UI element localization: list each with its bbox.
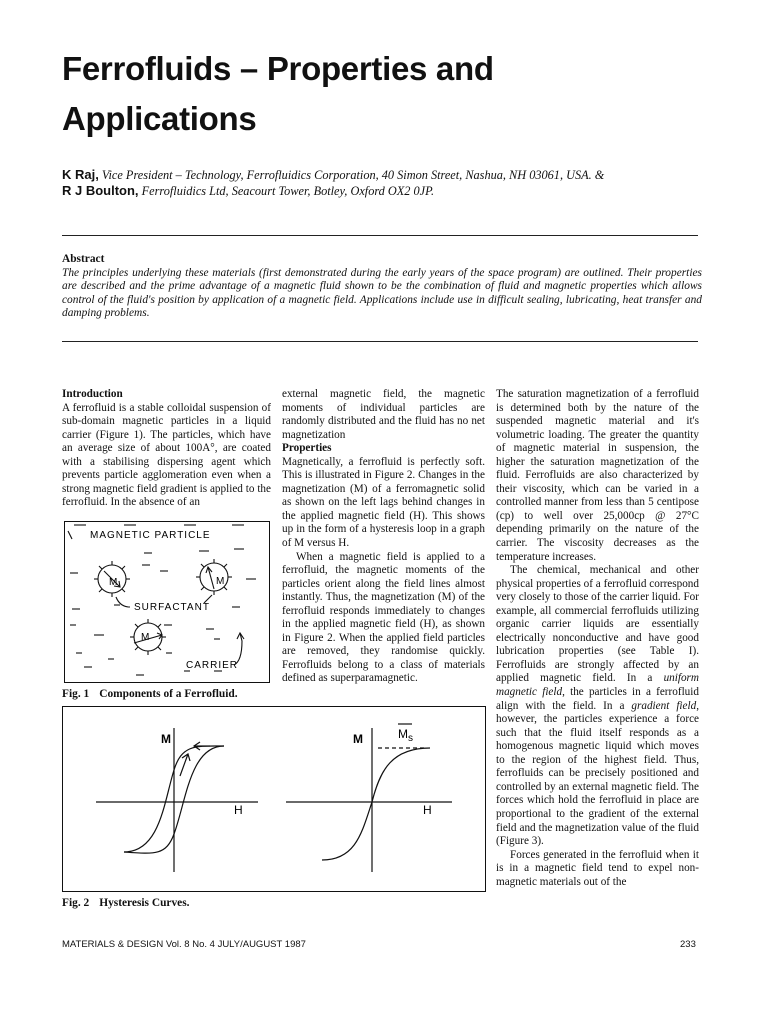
column-3 (496, 388, 699, 889)
col2-para-2: Magnetically, a ferrofluid is perfectly soft. This is illustrated in Figure 2. Changes in the magnetization (M) of a ferromagnetic solid as shown on the left lags behind changes in the applied magnetic field (H). This shows up in the form of a hysteresis loop in a graph of M versus H. (282, 455, 485, 550)
figure-1-label: Fig. 1 (62, 688, 90, 700)
introduction-text: A ferrofluid is a stable colloidal suspension of sub-domain magnetic particles in a liquid carrier (Figure 1). The particles, which have an average size of about 100A°, are coated with a stabilising dispersing agent which prevents particle agglomeration even when a strong magnetic field gradient is applied to the ferrofluid. In the absence of an (62, 401, 271, 509)
author-2-name: R J Boulton, (62, 183, 139, 198)
footer-page-number: 233 (680, 939, 696, 950)
author-1-affiliation: Vice President – Technology, Ferrofluidics Corporation, 40 Simon Street, Nashua, NH 03061, USA. & (101, 168, 605, 182)
col2-para-3: When a magnetic field is applied to a ferrofluid, the magnetic moments of the particles orient along the field lines almost instantly. Thus, the magnetization (M) of the ferrofluid responds immediately to changes in the applied magnetic field (H), as shown in Figure 2. When the applied field particles are removed, they randomise quickly. Ferrofluids belong to a class of materials defined as superparamagnetic. (282, 550, 485, 685)
abstract-text: The principles underlying these materials (first demonstrated during the early years of the space program) are outlined. Their properties are described and the prime advantage of a magnetic fluid shown to be the combination of fluid and magnetic properties which allows control of the fluid's position by application of a magnetic field. Applications include use in difficult sealing, lubricating, heat transfer and damping problems. (62, 266, 702, 319)
fig1-particle-1-m: M (109, 577, 118, 588)
fig1-surfactant-label: SURFACTANT (134, 602, 210, 613)
title-line-2: Applications (62, 100, 257, 137)
title-line-1: Ferrofluids – Properties and (62, 50, 494, 87)
fig2-right-h-label: H (423, 803, 432, 817)
col3-para-2 (496, 564, 699, 848)
fig1-particle-2-m: M (216, 576, 225, 587)
fig2-left-h-label: H (234, 803, 243, 817)
author-2-affiliation: Ferrofluidics Ltd, Seacourt Tower, Botley, Oxford OX2 0JP. (141, 184, 435, 198)
fig2-ms-main: M (398, 727, 408, 741)
fig1-carrier-label: CARRIER (186, 660, 239, 671)
col3-para-2-c: , however, the particles experience a force such that the fluid itself responds as a homogenous magnetic liquid which moves to the region of the highest field. Thus, ferrofluids can be precisely positioned and controlled by an external magnetic field. The forces which hold the ferrofluid in place are proportional to the gradient of the external field and the magnetization value of the fluid (Figure 3). (496, 699, 699, 848)
figure-2-diagram (62, 706, 486, 892)
introduction-heading: Introduction (62, 388, 123, 400)
abstract (62, 253, 702, 321)
figure-2-caption-text: Hysteresis Curves. (99, 897, 190, 909)
col3-para-3: Forces generated in the ferrofluid when it is in a magnetic field tend to expel non-magnetic materials out of the (496, 848, 699, 888)
fig1-magnetic-particle-label: MAGNETIC PARTICLE (90, 530, 211, 541)
author-1 (62, 167, 712, 183)
figure-2-label: Fig. 2 (62, 897, 90, 909)
column-2 (282, 388, 485, 686)
fig2-ms-label (398, 727, 413, 744)
footer-journal: MATERIALS & DESIGN Vol. 8 No. 4 JULY/AUGUST 1987 (62, 939, 306, 950)
fig2-ms-sub: s (408, 733, 413, 744)
article-title (62, 44, 702, 144)
abstract-bottom-rule (62, 341, 698, 342)
uniform-field-term: uniform magnetic field (496, 672, 699, 699)
gradient-field-term: gradient field (631, 699, 697, 712)
abstract-top-rule (62, 235, 698, 236)
col2-para-1: external magnetic field, the magnetic moments of individual particles are randomly distributed and the fluid has no net magnetization (282, 388, 485, 441)
fig1-particle-3-m: M (141, 632, 150, 643)
author-block (62, 167, 712, 199)
properties-heading: Properties (282, 442, 332, 455)
figure-2-caption (62, 897, 190, 909)
fig2-right-m-label: M (353, 732, 363, 746)
author-1-name: K Raj, (62, 167, 99, 182)
col3-para-2-a: The chemical, mechanical and other physical properties of a ferrofluid correspond very closely to those of the carrier liquid. For example, all commercial ferrofluids utilizing organic carrier liquids are essentially electrically nonconductive and have good lubrication properties (see Table I). Ferrofluids are strongly affected by an applied magnetic field. In a (496, 564, 699, 685)
figure-1-caption-text: Components of a Ferrofluid. (99, 688, 238, 700)
column-1 (62, 388, 271, 510)
col3-para-1: The saturation magnetization of a ferrofluid is determined both by the nature of the suspended magnetic material and it's volumetric loading. The greater the quantity of magnetic material in suspension, the higher the saturation magnetization of the fluid. Ferrofluids are also characterized by their viscosity, which can be varied in a controlled manner from less than 5 centipose (cp) to well over 25,000cp @ 27°C depending primarily on the nature of the carrier. The viscosity decreases as the temperature increases. (496, 388, 699, 563)
abstract-heading: Abstract (62, 253, 105, 265)
figure-1-diagram (64, 521, 270, 683)
fig2-left-m-label: M (161, 732, 171, 746)
figure-1-caption (62, 688, 238, 700)
col3-para-2-b: , the particles in a ferrofluid align with the field. In a (496, 686, 699, 712)
author-2 (62, 183, 712, 199)
